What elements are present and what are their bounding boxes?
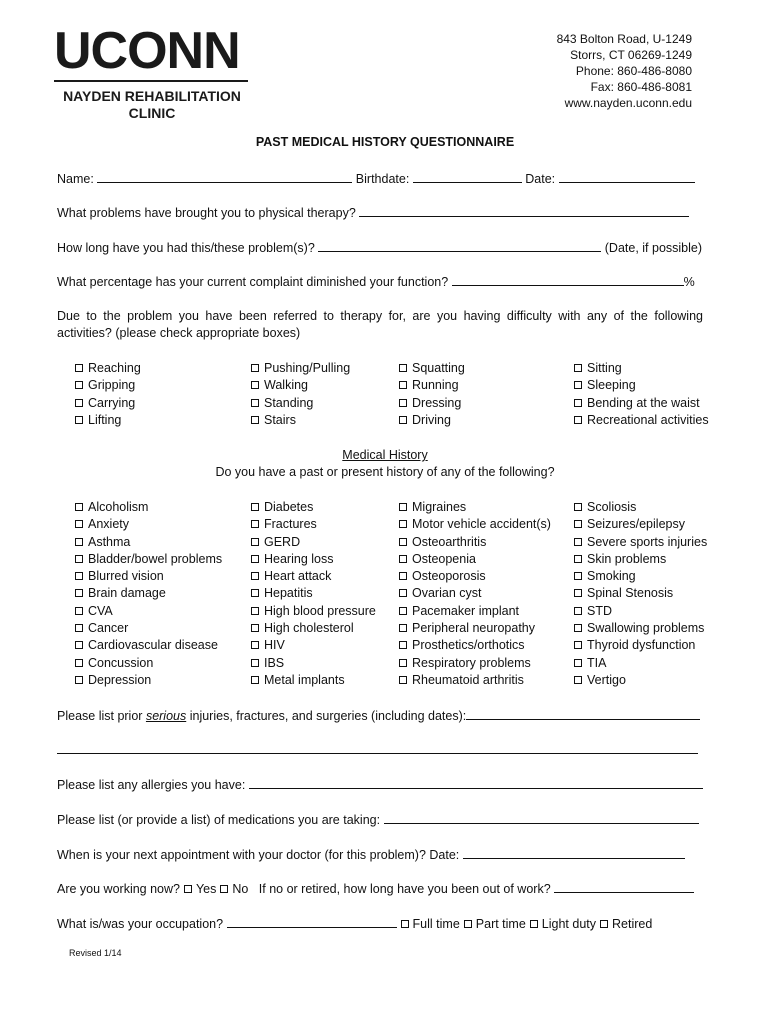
history-item[interactable] <box>251 585 376 602</box>
history-item[interactable] <box>251 516 376 533</box>
history-item-label: Cancer <box>88 621 129 636</box>
checkbox[interactable] <box>251 659 259 667</box>
working-yes-checkbox[interactable] <box>184 885 192 893</box>
history-item-label: Skin problems <box>587 551 667 566</box>
percentage-question: What percentage has your current complaint diminished your function? <box>57 275 449 289</box>
activities-col-1 <box>75 360 141 429</box>
address-city: Storrs, CT 06269-1249 <box>570 48 692 62</box>
history-item[interactable] <box>574 620 707 637</box>
history-item-label: Osteoporosis <box>412 569 486 584</box>
activity-running[interactable] <box>399 377 465 394</box>
checkbox[interactable] <box>251 572 259 580</box>
checkbox[interactable] <box>399 607 407 615</box>
working-no-label: No <box>232 882 249 896</box>
checkbox[interactable] <box>574 381 582 389</box>
percentage-field[interactable] <box>452 273 684 286</box>
activity-label: Standing <box>264 395 314 410</box>
logo-rule <box>54 80 248 82</box>
injuries-row <box>57 707 703 724</box>
activity-label: Lifting <box>88 412 122 427</box>
history-item-label: Diabetes <box>264 500 314 514</box>
checkbox[interactable] <box>75 381 83 389</box>
clinic-name <box>54 88 250 122</box>
working-yes-label: Yes <box>195 882 217 896</box>
checkbox[interactable] <box>251 607 259 615</box>
checkbox[interactable] <box>399 538 407 546</box>
activity-squatting[interactable] <box>399 360 465 377</box>
revision-note: Revised 1/14 <box>69 948 122 958</box>
checkbox[interactable] <box>75 520 83 528</box>
checkbox[interactable] <box>574 676 582 684</box>
checkbox[interactable] <box>75 607 83 615</box>
activity-label: Sitting <box>587 361 622 375</box>
checkbox[interactable] <box>399 676 407 684</box>
activity-label: Pushing/Pulling <box>264 361 351 375</box>
form-title: PAST MEDICAL HISTORY QUESTIONNAIRE <box>255 135 515 149</box>
history-item[interactable] <box>574 603 707 620</box>
retired-label: Retired <box>612 917 653 931</box>
allergies-field[interactable] <box>249 776 703 789</box>
history-item-label: IBS <box>264 655 285 670</box>
uconn-logo <box>54 22 250 122</box>
history-item-label: CVA <box>88 603 113 618</box>
activity-label: Running <box>412 378 459 393</box>
light-duty-checkbox[interactable] <box>530 920 538 928</box>
checkbox[interactable] <box>75 624 83 632</box>
checkbox[interactable] <box>574 399 582 407</box>
checkbox[interactable] <box>251 364 259 372</box>
history-item-label: Concussion <box>88 655 154 670</box>
checkbox[interactable] <box>251 520 259 528</box>
history-item[interactable] <box>399 534 551 551</box>
checkbox[interactable] <box>75 659 83 667</box>
history-item-label: Motor vehicle accident(s) <box>412 517 551 532</box>
checkbox[interactable] <box>399 503 407 511</box>
how-long-question: How long have you had this/these problem(s)? <box>57 241 315 255</box>
percentage-row <box>57 273 703 290</box>
checkbox[interactable] <box>251 589 259 597</box>
checkbox[interactable] <box>574 572 582 580</box>
activity-bending[interactable] <box>574 395 709 412</box>
logo-wordmark: UCONN <box>54 22 240 80</box>
checkbox[interactable] <box>251 624 259 632</box>
checkbox[interactable] <box>251 399 259 407</box>
history-item[interactable] <box>574 551 707 568</box>
history-item-label: Alcoholism <box>88 500 149 514</box>
activity-recreational[interactable] <box>574 412 709 429</box>
history-item-label: Cardiovascular disease <box>88 638 218 653</box>
checkbox[interactable] <box>574 641 582 649</box>
checkbox[interactable] <box>75 416 83 424</box>
history-item[interactable] <box>75 637 222 654</box>
history-item-label: High cholesterol <box>264 621 354 636</box>
checkbox[interactable] <box>75 572 83 580</box>
history-item[interactable] <box>251 620 376 637</box>
history-item-label: Migraines <box>412 500 467 514</box>
checkbox[interactable] <box>251 555 259 563</box>
checkbox[interactable] <box>399 555 407 563</box>
checkbox[interactable] <box>574 607 582 615</box>
light-duty-label: Light duty <box>541 917 597 931</box>
history-item-label: Bladder/bowel problems <box>88 551 223 566</box>
checkbox[interactable] <box>251 676 259 684</box>
checkbox[interactable] <box>574 624 582 632</box>
activity-gripping[interactable] <box>75 377 141 394</box>
history-item[interactable] <box>399 585 551 602</box>
checkbox[interactable] <box>574 538 582 546</box>
date-field[interactable] <box>559 170 695 183</box>
history-item[interactable] <box>574 585 707 602</box>
history-item-label: Thyroid dysfunction <box>587 638 696 653</box>
clinic-name-line2: CLINIC <box>128 105 176 121</box>
checkbox[interactable] <box>75 589 83 597</box>
occupation-field[interactable] <box>227 915 397 928</box>
activities-col-2 <box>251 360 350 429</box>
how-long-hint: (Date, if possible) <box>604 241 703 255</box>
history-item-label: Fractures <box>264 517 317 532</box>
history-item[interactable] <box>399 568 551 585</box>
checkbox[interactable] <box>251 503 259 511</box>
history-item-label: Respiratory problems <box>412 655 531 670</box>
checkbox[interactable] <box>399 572 407 580</box>
history-item[interactable] <box>574 637 707 654</box>
history-item[interactable] <box>75 603 222 620</box>
history-item-label: Swallowing problems <box>587 621 705 636</box>
history-item[interactable] <box>399 551 551 568</box>
history-item-label: Heart attack <box>264 569 332 584</box>
activity-stairs[interactable] <box>251 412 350 429</box>
history-item-label: Osteopenia <box>412 551 476 566</box>
checkbox[interactable] <box>251 416 259 424</box>
name-field[interactable] <box>97 170 352 183</box>
allergies-question: Please list any allergies you have: <box>57 778 246 792</box>
checkbox[interactable] <box>251 381 259 389</box>
activity-label: Recreational activities <box>587 412 709 427</box>
history-item-label: Spinal Stenosis <box>587 586 674 601</box>
injuries-field-line2[interactable] <box>57 741 698 754</box>
medical-history-checklist <box>75 499 725 691</box>
injuries-question-pre: Please list prior <box>57 709 143 723</box>
history-item-label: Smoking <box>587 569 636 584</box>
history-item-label: Hearing loss <box>264 551 334 566</box>
history-item[interactable] <box>574 499 707 516</box>
checkbox[interactable] <box>75 538 83 546</box>
medications-row <box>57 811 703 828</box>
history-item[interactable] <box>574 655 707 672</box>
retired-question: If no or retired, how long have you been out of work? <box>258 882 551 896</box>
history-item-label: Scoliosis <box>587 500 637 514</box>
checkbox[interactable] <box>399 381 407 389</box>
history-item[interactable] <box>251 551 376 568</box>
checkbox[interactable] <box>75 676 83 684</box>
checkbox[interactable] <box>75 364 83 372</box>
history-item-label: High blood pressure <box>264 603 376 618</box>
how-long-row <box>57 239 703 256</box>
activity-walking[interactable] <box>251 377 350 394</box>
clinic-name-line1: NAYDEN REHABILITATION <box>63 88 241 104</box>
occupation-question: What is/was your occupation? <box>57 917 224 931</box>
activity-label: Stairs <box>264 412 296 427</box>
history-item-label: Asthma <box>88 534 131 549</box>
history-col-2 <box>251 499 376 689</box>
checkbox[interactable] <box>574 659 582 667</box>
history-item-label: Hepatitis <box>264 586 313 601</box>
injuries-question-emphasis: serious <box>145 709 187 723</box>
checkbox[interactable] <box>574 555 582 563</box>
history-item[interactable] <box>251 603 376 620</box>
address-phone: Phone: 860-486-8080 <box>575 64 692 78</box>
history-item[interactable] <box>574 516 707 533</box>
activity-label: Gripping <box>88 378 136 393</box>
history-item-label: Anxiety <box>88 517 129 532</box>
out-of-work-field[interactable] <box>554 880 694 893</box>
history-item-label: Depression <box>88 672 152 687</box>
allergies-row <box>57 776 703 793</box>
activity-label: Dressing <box>412 395 462 410</box>
history-item[interactable] <box>251 499 376 516</box>
name-row <box>57 170 703 187</box>
problems-field[interactable] <box>359 204 689 217</box>
checkbox[interactable] <box>574 520 582 528</box>
activities-question: Due to the problem you have been referred to therapy for, are you having difficulty with any of the following activities? (please check appropriate boxes) <box>57 309 703 340</box>
history-item[interactable] <box>251 672 376 689</box>
address-street: 843 Bolton Road, U-1249 <box>556 32 692 46</box>
part-time-checkbox[interactable] <box>464 920 472 928</box>
checkbox[interactable] <box>75 555 83 563</box>
working-no-checkbox[interactable] <box>220 885 228 893</box>
problems-row <box>57 204 703 221</box>
activity-sleeping[interactable] <box>574 377 709 394</box>
checkbox[interactable] <box>75 399 83 407</box>
history-item[interactable] <box>75 672 222 689</box>
medical-history-question: Do you have a past or present history of any of the following? <box>215 465 555 479</box>
activity-label: Sleeping <box>587 378 636 393</box>
history-item-label: Peripheral neuropathy <box>412 621 535 636</box>
appointment-row <box>57 846 703 863</box>
history-item[interactable] <box>251 534 376 551</box>
history-item[interactable] <box>399 499 551 516</box>
medications-field[interactable] <box>384 811 699 824</box>
working-row <box>57 880 703 897</box>
history-item[interactable] <box>574 568 707 585</box>
part-time-label: Part time <box>475 917 526 931</box>
activity-label: Driving <box>412 412 451 427</box>
address-website: www.nayden.uconn.edu <box>564 96 692 110</box>
activity-label: Bending at the waist <box>587 395 700 410</box>
problems-question: What problems have brought you to physical therapy? <box>57 206 356 220</box>
clinic-address <box>557 31 692 111</box>
history-item[interactable] <box>574 672 707 689</box>
activity-label: Reaching <box>88 361 141 375</box>
full-time-checkbox[interactable] <box>401 920 409 928</box>
address-fax: Fax: 860-486-8081 <box>590 80 692 94</box>
checkbox[interactable] <box>251 538 259 546</box>
history-item-label: Severe sports injuries <box>587 534 708 549</box>
checkbox[interactable] <box>399 641 407 649</box>
activities-col-4 <box>574 360 709 429</box>
history-item[interactable] <box>75 585 222 602</box>
history-item-label: Seizures/epilepsy <box>587 517 685 532</box>
checkbox[interactable] <box>399 364 407 372</box>
history-item[interactable] <box>574 534 707 551</box>
injuries-field[interactable] <box>466 707 700 720</box>
checkbox[interactable] <box>399 416 407 424</box>
activity-label: Carrying <box>88 395 136 410</box>
activity-lifting[interactable] <box>75 412 141 429</box>
history-item-label: Rheumatoid arthritis <box>412 672 524 687</box>
activity-dressing[interactable] <box>399 395 465 412</box>
activities-col-3 <box>399 360 465 429</box>
history-item[interactable] <box>399 516 551 533</box>
checkbox[interactable] <box>399 624 407 632</box>
history-item[interactable] <box>75 516 222 533</box>
history-item[interactable] <box>75 568 222 585</box>
checkbox[interactable] <box>399 399 407 407</box>
history-item[interactable] <box>399 603 551 620</box>
history-item[interactable] <box>251 568 376 585</box>
checkbox[interactable] <box>574 589 582 597</box>
history-item[interactable] <box>75 534 222 551</box>
history-item-label: Vertigo <box>587 672 626 687</box>
appointment-question: When is your next appointment with your doctor (for this problem)? Date: <box>57 848 460 862</box>
history-item-label: Blurred vision <box>88 569 164 584</box>
birthdate-field[interactable] <box>413 170 522 183</box>
history-col-4 <box>574 499 707 689</box>
occupation-row <box>57 915 703 932</box>
history-item[interactable] <box>399 655 551 672</box>
history-item-label: GERD <box>264 534 301 549</box>
medications-question: Please list (or provide a list) of medications you are taking: <box>57 813 381 827</box>
history-item-label: Pacemaker implant <box>412 603 519 618</box>
checkbox[interactable] <box>75 641 83 649</box>
checkbox[interactable] <box>75 503 83 511</box>
checkbox[interactable] <box>399 520 407 528</box>
checkbox[interactable] <box>399 589 407 597</box>
how-long-field[interactable] <box>318 239 601 252</box>
injuries-question-post: injuries, fractures, and surgeries (including dates): <box>189 709 467 723</box>
history-item[interactable] <box>75 655 222 672</box>
history-item[interactable] <box>75 551 222 568</box>
working-question: Are you working now? <box>57 882 180 896</box>
history-col-3 <box>399 499 551 689</box>
checkbox[interactable] <box>251 641 259 649</box>
checkbox[interactable] <box>574 503 582 511</box>
percent-sign: % <box>683 275 695 289</box>
history-item-label: HIV <box>264 638 285 653</box>
history-item-label: Osteoarthritis <box>412 534 487 549</box>
activity-standing[interactable] <box>251 395 350 412</box>
activity-reaching[interactable] <box>75 360 141 377</box>
activity-pushing-pulling[interactable] <box>251 360 350 377</box>
activity-label: Squatting <box>412 361 465 375</box>
history-item-label: STD <box>587 603 612 618</box>
history-item[interactable] <box>399 637 551 654</box>
checkbox[interactable] <box>574 364 582 372</box>
history-item[interactable] <box>399 620 551 637</box>
birthdate-label: Birthdate: <box>355 172 410 186</box>
activity-label: Walking <box>264 378 308 393</box>
activities-checklist <box>75 360 725 432</box>
retired-checkbox[interactable] <box>600 920 608 928</box>
activity-driving[interactable] <box>399 412 465 429</box>
checkbox[interactable] <box>574 416 582 424</box>
history-item[interactable] <box>251 637 376 654</box>
history-item-label: TIA <box>587 655 607 670</box>
history-col-1 <box>75 499 222 689</box>
history-item-label: Ovarian cyst <box>412 586 482 601</box>
history-item[interactable] <box>399 672 551 689</box>
history-item[interactable] <box>251 655 376 672</box>
name-label: Name: <box>57 172 94 186</box>
full-time-label: Full time <box>412 917 460 931</box>
activity-sitting[interactable] <box>574 360 709 377</box>
history-item-label: Brain damage <box>88 586 166 601</box>
checkbox[interactable] <box>399 659 407 667</box>
medical-history-heading <box>0 447 770 464</box>
date-label: Date: <box>525 172 556 186</box>
history-item-label: Prosthetics/orthotics <box>412 638 525 653</box>
history-item-label: Metal implants <box>264 672 345 687</box>
history-item[interactable] <box>75 499 222 516</box>
medical-history-heading-text: Medical History <box>342 448 428 462</box>
history-item[interactable] <box>75 620 222 637</box>
appointment-date-field[interactable] <box>463 846 685 859</box>
activity-carrying[interactable] <box>75 395 141 412</box>
injuries-continuation-row <box>57 741 703 758</box>
